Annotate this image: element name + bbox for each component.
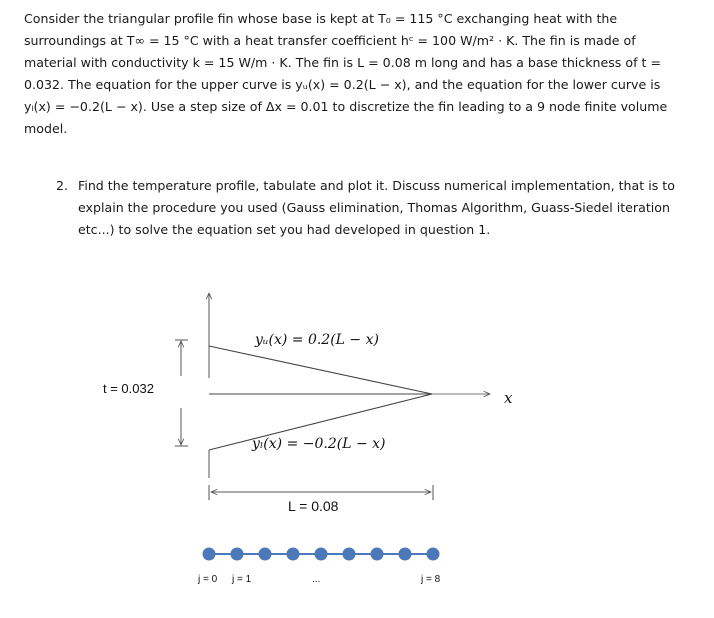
thickness-label: t = 0.032	[103, 381, 154, 396]
node-label-j8: j = 8	[421, 574, 441, 585]
intro-line: yₗ(x) = −0.2(L − x). Use a step size of Δx = 0.01 to discretize the fin leading to a 9 node finite volume	[24, 99, 668, 114]
fin-node	[315, 548, 328, 561]
fin-node	[343, 548, 356, 561]
intro-line: material with conductivity k = 15 W/m · K. The fin is L = 0.08 m long and has a base thickness of t =	[24, 55, 662, 70]
fin-node	[371, 548, 384, 561]
fin-node	[399, 548, 412, 561]
fin-node	[427, 548, 440, 561]
intro-line: 0.032. The equation for the upper curve is yᵤ(x) = 0.2(L − x), and the equation for the lower curve is	[24, 77, 661, 92]
question-line: explain the procedure you used (Gauss elimination, Thomas Algorithm, Guass-Siedel iteration	[78, 200, 670, 215]
lower-curve-label: yₗ(x) = −0.2(L − x)	[252, 436, 386, 452]
node-label-j0: j = 0	[198, 574, 218, 585]
fin-node	[287, 548, 300, 561]
fin-node	[231, 548, 244, 561]
node-group	[203, 548, 440, 561]
x-axis-label: x	[504, 389, 513, 407]
intro-line: model.	[24, 121, 68, 136]
fin-node	[259, 548, 272, 561]
length-label: L = 0.08	[288, 498, 339, 514]
question-line: Find the temperature profile, tabulate and plot it. Discuss numerical implementation, that is to	[78, 178, 675, 193]
fin-node	[203, 548, 216, 561]
question-number: 2.	[56, 178, 69, 193]
intro-line: Consider the triangular profile fin whose base is kept at T₀ = 115 °C exchanging heat with the	[24, 11, 618, 26]
node-label-ellipsis: ...	[312, 574, 321, 585]
question-line: etc...) to solve the equation set you had developed in question 1.	[78, 222, 491, 237]
upper-curve-label: yᵤ(x) = 0.2(L − x)	[255, 332, 379, 348]
node-label-j1: j = 1	[232, 574, 252, 585]
intro-line: surroundings at T∞ = 15 °C with a heat transfer coefficient hᶜ = 100 W/m² · K. The fin is made of	[24, 33, 636, 48]
fin-upper-edge	[209, 346, 432, 394]
